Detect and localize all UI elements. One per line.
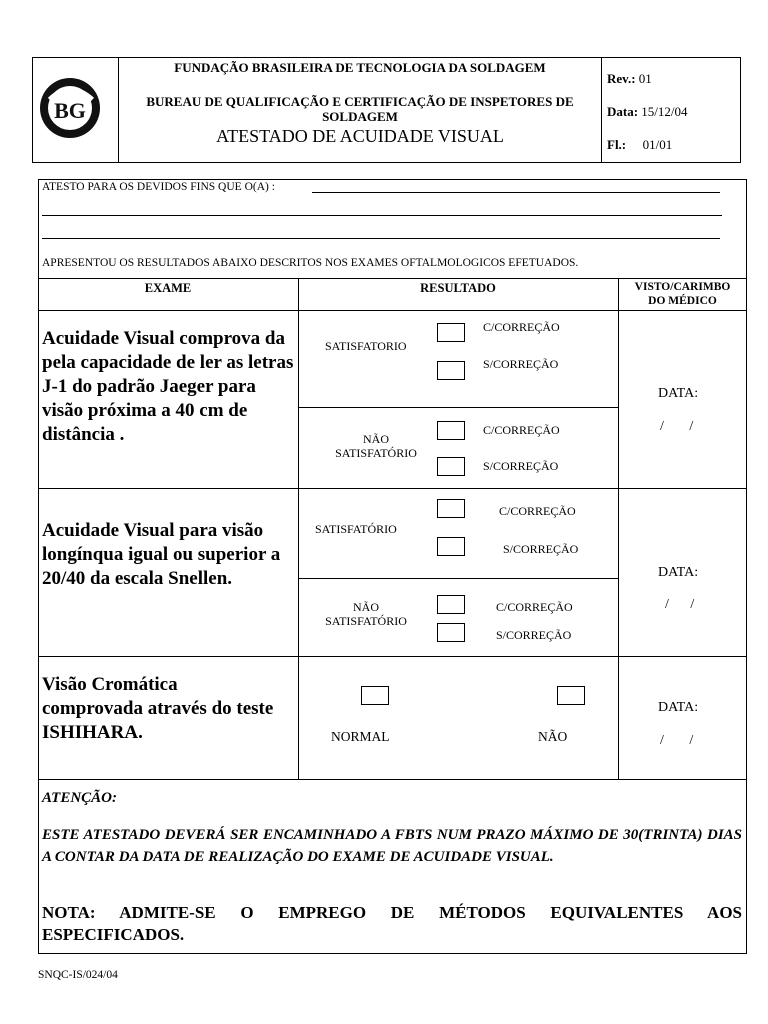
atesto-text: ATESTO PARA OS DEVIDOS FINS QUE O(A) : <box>42 181 275 193</box>
exam2-nao-c-checkbox[interactable] <box>437 595 465 614</box>
exam2-nao-line2: SATISFATÓRIO <box>325 614 407 628</box>
col-visto-line1: VISTO/CARIMBO <box>634 281 731 293</box>
exam1-nao-s-checkbox[interactable] <box>437 457 465 476</box>
col-divider-1 <box>298 278 299 779</box>
exam1-satisf-s-checkbox[interactable] <box>437 361 465 380</box>
rev-value: 01 <box>638 71 652 86</box>
exam3-description: Visão Cromática comprovada através do teste ISHIHARA. <box>42 674 274 743</box>
row2-bottom-line <box>38 656 747 657</box>
exam1-satisf-c-label: C/CORREÇÃO <box>483 320 560 334</box>
table-top-line <box>38 278 747 279</box>
exam3-nao-label: NÃO <box>538 729 568 744</box>
exam2-data-label: DATA: <box>658 565 699 580</box>
exam3-normal-label: NORMAL <box>331 729 390 744</box>
rev-field <box>607 71 652 87</box>
exam2-nao-line1: NÃO <box>353 600 379 614</box>
exam2-date-slots[interactable]: / / <box>665 597 695 612</box>
exam3-normal-checkbox[interactable] <box>361 686 389 705</box>
folha-field <box>607 137 672 153</box>
exam2-description: Acuidade Visual para visão longínqua igual ou superior a 20/40 da escala Snellen. <box>42 520 281 589</box>
exam1-date-slots[interactable]: / / <box>660 419 694 434</box>
header-divider-left <box>118 57 119 163</box>
exam2-nao-s-label: S/CORREÇÃO <box>496 628 572 642</box>
col-resultado-header: RESULTADO <box>420 281 496 295</box>
col-divider-2 <box>618 278 619 779</box>
exam3-date-slots[interactable]: / / <box>660 733 694 748</box>
header-bureau: BUREAU DE QUALIFICAÇÃO E CERTIFICAÇÃO DE INSPETORES DE SOLDAGEM <box>146 94 574 124</box>
exam1-data-label: DATA: <box>658 386 699 401</box>
row1-sub-line <box>298 407 618 408</box>
footer-code: SNQC-IS/024/04 <box>38 969 118 981</box>
name-line-3[interactable] <box>42 238 720 239</box>
exam3-data-label: DATA: <box>658 700 699 715</box>
row3-bottom-line <box>38 779 747 780</box>
atencao-heading: ATENÇÃO: <box>42 790 118 806</box>
exam1-nao-c-checkbox[interactable] <box>437 421 465 440</box>
date-field <box>607 104 688 120</box>
exam1-nao-satisf-label <box>326 432 426 460</box>
exam2-nao-s-checkbox[interactable] <box>437 623 465 642</box>
date-value: 15/12/04 <box>641 104 688 119</box>
exam1-nao-c-label: C/CORREÇÃO <box>483 423 560 437</box>
col-visto-header <box>618 280 747 308</box>
row2-sub-line <box>298 578 618 579</box>
exam2-nao-c-label: C/CORREÇÃO <box>496 600 573 614</box>
rev-label: Rev.: <box>607 71 636 86</box>
name-line-1[interactable] <box>312 192 720 193</box>
date-label: Data: <box>607 104 639 119</box>
exam1-nao-line1: NÃO <box>363 432 389 446</box>
header-row-line <box>38 310 747 311</box>
exam1-description: Acuidade Visual comprova da pela capacidade de ler as letras J-1 do padrão Jaeger para visão próxima a 40 cm de distância . <box>42 328 294 445</box>
exam2-nao-satisf-label <box>316 600 416 628</box>
exam2-satisf-label: SATISFATÓRIO <box>315 522 397 536</box>
exam2-satisf-s-label: S/CORREÇÃO <box>503 542 579 556</box>
exam1-satisf-label: SATISFATORIO <box>325 339 407 353</box>
name-line-2[interactable] <box>42 215 722 216</box>
exam2-satisf-s-checkbox[interactable] <box>437 537 465 556</box>
col-exame-header: EXAME <box>144 281 192 295</box>
exam2-satisf-c-checkbox[interactable] <box>437 499 465 518</box>
header-org: FUNDAÇÃO BRASILEIRA DE TECNOLOGIA DA SOLDAGEM <box>174 60 546 75</box>
svg-text:BG: BG <box>54 98 86 123</box>
col-visto-line2: DO MÉDICO <box>648 295 717 307</box>
exam1-nao-s-label: S/CORREÇÃO <box>483 459 559 473</box>
exam1-satisf-c-checkbox[interactable] <box>437 323 465 342</box>
apresentou-text: APRESENTOU OS RESULTADOS ABAIXO DESCRITOS NOS EXAMES OFTALMOLOGICOS EFETUADOS. <box>42 257 579 269</box>
fbts-logo <box>36 74 104 142</box>
page-title: ATESTADO DE ACUIDADE VISUAL <box>216 126 504 146</box>
exam3-nao-checkbox[interactable] <box>557 686 585 705</box>
header-divider-right <box>601 57 602 163</box>
folha-value: 01/01 <box>642 137 673 152</box>
exam1-satisf-s-label: S/CORREÇÃO <box>483 357 559 371</box>
exam1-nao-line2: SATISFATÓRIO <box>335 446 417 460</box>
folha-label: Fl.: <box>607 137 627 152</box>
nota-text: NOTA: ADMITE-SE O EMPREGO DE MÉTODOS EQUIVALENTES AOS ESPECIFICADOS. <box>42 903 742 944</box>
exam2-satisf-c-label: C/CORREÇÃO <box>499 504 576 518</box>
row1-bottom-line <box>38 488 747 489</box>
atencao-body: ESTE ATESTADO DEVERÁ SER ENCAMINHADO A FBTS NUM PRAZO MÁXIMO DE 30(TRINTA) DIAS A CONTAR DA DATA DE REALIZAÇÃO DO EXAME DE ACUIDADE VISUAL. <box>42 827 742 865</box>
